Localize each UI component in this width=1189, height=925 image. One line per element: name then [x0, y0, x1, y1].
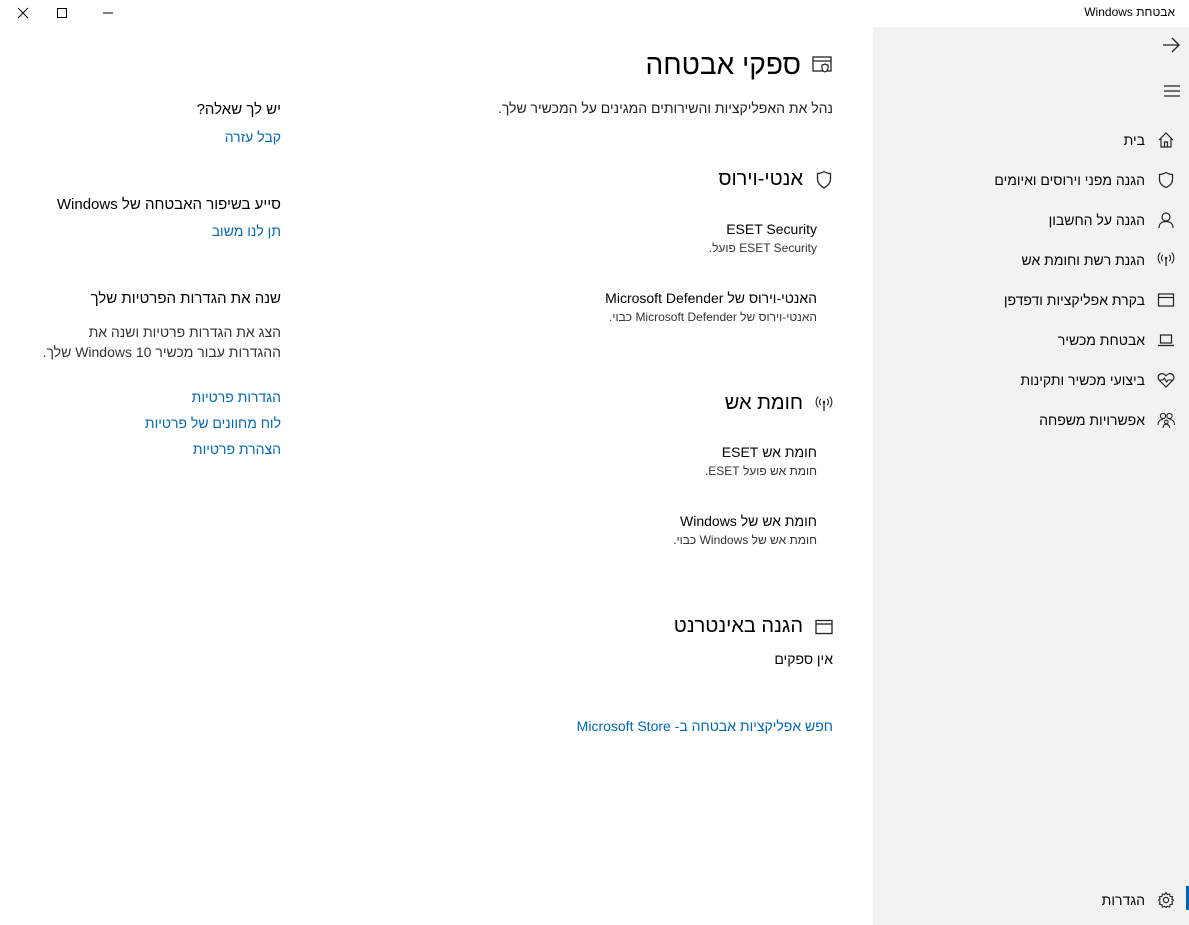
sidebar-item-settings[interactable] — [873, 880, 1189, 920]
sidebar-item-label: הגנת רשת וחומת אש — [1021, 252, 1145, 268]
hamburger-menu-button[interactable] — [1163, 82, 1183, 102]
web-protection-section-header — [674, 615, 833, 638]
maximize-button[interactable] — [39, 0, 85, 26]
get-help-link[interactable]: קבל עזרה — [224, 129, 281, 145]
title-bar — [0, 0, 1189, 27]
wifi-icon — [1157, 251, 1175, 269]
family-icon — [1157, 411, 1175, 429]
antivirus-title: אנטי-וירוס — [718, 168, 803, 190]
privacy-dashboard-link[interactable]: לוח מחוונים של פרטיות — [144, 415, 281, 431]
back-arrow-icon — [1161, 35, 1181, 55]
sidebar-item-account-protection[interactable] — [873, 200, 1189, 240]
sidebar-item-app-browser-control[interactable] — [873, 280, 1189, 320]
maximize-icon — [57, 8, 68, 19]
sidebar-item-label: הגנה על החשבון — [1048, 212, 1145, 228]
page-subtitle: נהל את האפליקציות והשירותים המגינים על המכשיר שלך. — [497, 100, 833, 116]
window-title: אבטחת Windows — [1084, 5, 1175, 19]
provider-name: חומת אש ESET — [721, 444, 817, 460]
firewall-section-header — [725, 392, 833, 415]
browser-window-icon — [815, 618, 833, 636]
minimize-button[interactable] — [85, 0, 131, 26]
sidebar — [873, 27, 1189, 925]
no-providers-text: אין ספקים — [774, 651, 833, 667]
sidebar-item-label: הגנה מפני וירוסים ואיומים — [994, 172, 1145, 188]
sidebar-item-label: בית — [1123, 132, 1145, 148]
sidebar-item-label: ביצועי מכשיר ותקינות — [1020, 372, 1145, 388]
provider-name: ESET Security — [726, 221, 817, 237]
sidebar-item-label: בקרת אפליקציות ודפדפן — [1003, 292, 1145, 308]
laptop-icon — [1157, 331, 1175, 349]
close-icon — [17, 7, 29, 19]
page-header — [645, 49, 833, 81]
privacy-statement-link[interactable]: הצהרת פרטיות — [192, 441, 281, 457]
minimize-icon — [102, 7, 114, 19]
give-feedback-link[interactable]: תן לנו משוב — [211, 223, 281, 239]
shield-icon — [1157, 171, 1175, 189]
feedback-title: סייע בשיפור האבטחה של Windows — [56, 196, 281, 213]
hamburger-icon — [1163, 82, 1181, 100]
sidebar-item-family-options[interactable] — [873, 400, 1189, 440]
microsoft-store-link[interactable]: חפש אפליקציות אבטחה ב- Microsoft Store — [576, 718, 833, 734]
heart-icon — [1157, 371, 1175, 389]
shield-icon — [815, 170, 833, 190]
sidebar-item-virus-protection[interactable] — [873, 160, 1189, 200]
question-title: יש לך שאלה? — [196, 101, 281, 118]
security-providers-icon — [811, 54, 833, 76]
provider-status: ESET Security פועל. — [708, 241, 817, 255]
browser-window-icon — [1157, 291, 1175, 309]
sidebar-item-label: הגדרות — [1101, 892, 1145, 908]
provider-status: חומת אש פועל ESET. — [704, 464, 817, 478]
privacy-body: הצג את הגדרות פרטיות ושנה את ההגדרות עבור מכשיר Windows 10 שלך. — [42, 324, 281, 360]
sidebar-item-firewall[interactable] — [873, 240, 1189, 280]
privacy-settings-link[interactable]: הגדרות פרטיות — [191, 389, 281, 405]
page-title: ספקי אבטחה — [645, 49, 801, 80]
provider-status: חומת אש של Windows כבוי. — [673, 533, 817, 547]
sidebar-item-label: אפשרויות משפחה — [1039, 412, 1145, 428]
home-icon — [1157, 131, 1175, 149]
back-button[interactable] — [1161, 35, 1185, 59]
web-protection-title: הגנה באינטרנט — [673, 615, 803, 637]
gear-icon — [1157, 891, 1175, 909]
sidebar-item-device-security[interactable] — [873, 320, 1189, 360]
sidebar-item-device-health[interactable] — [873, 360, 1189, 400]
provider-status: האנטי-וירוס של Microsoft Defender כבוי. — [609, 310, 817, 324]
firewall-title: חומת אש — [724, 392, 803, 414]
privacy-title: שנה את הגדרות הפרטיות שלך — [90, 290, 281, 307]
provider-name: חומת אש של Windows — [680, 513, 817, 529]
wifi-icon — [815, 394, 833, 414]
person-icon — [1157, 211, 1175, 229]
sidebar-item-home[interactable] — [873, 120, 1189, 160]
sidebar-item-label: אבטחת מכשיר — [1057, 332, 1145, 348]
antivirus-section-header — [718, 168, 833, 191]
provider-name: האנטי-וירוס של Microsoft Defender — [605, 290, 817, 306]
